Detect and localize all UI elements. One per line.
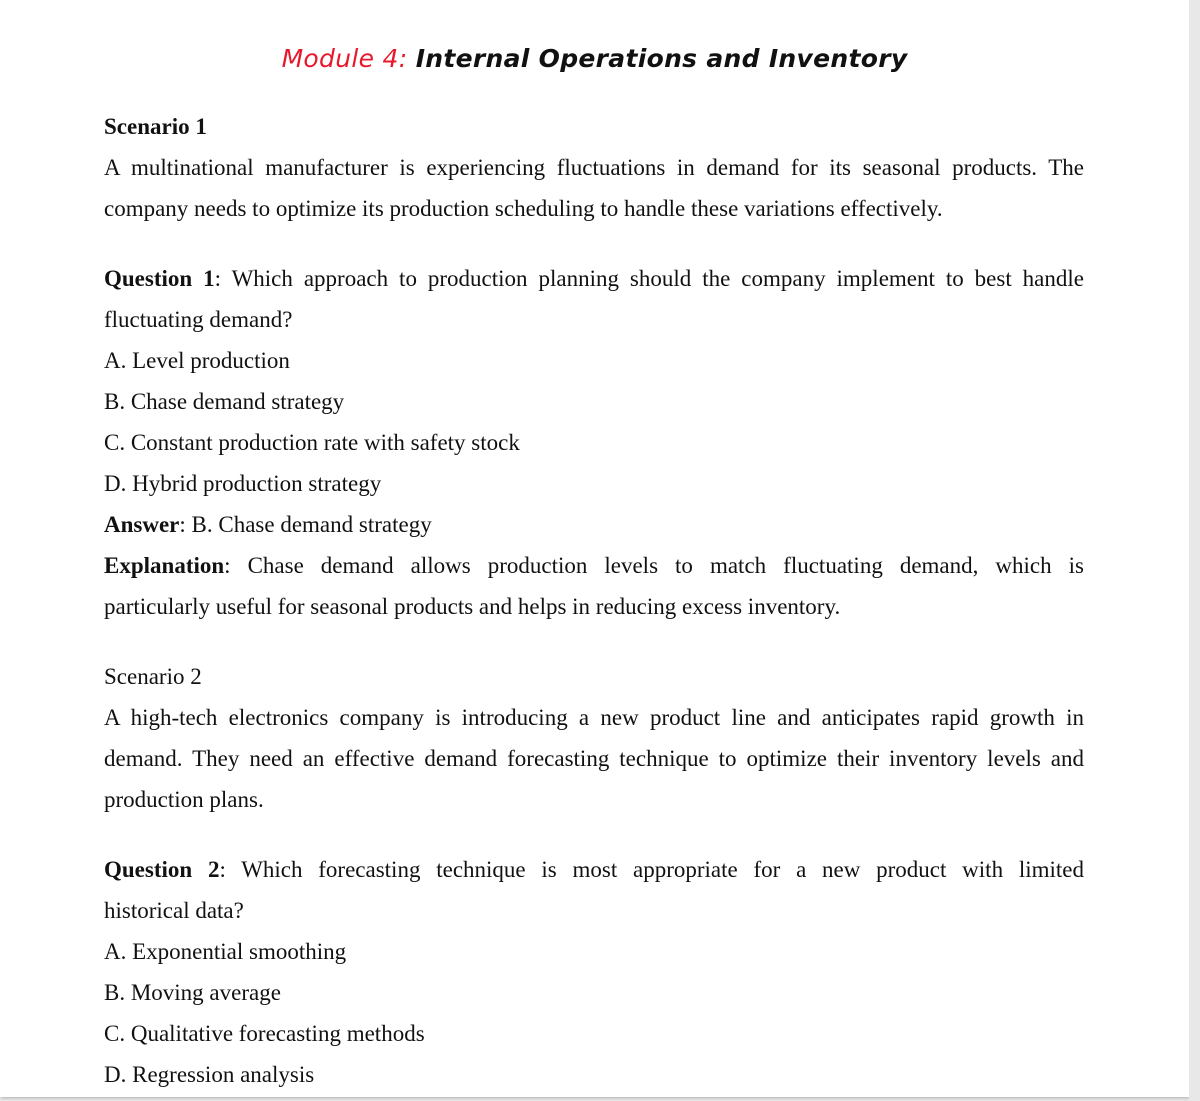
question-1-explanation-line-2: particularly useful for seasonal products and helps in reducing excess inventory. xyxy=(104,594,841,619)
question-1-option-d: D. Hybrid production strategy xyxy=(104,471,382,496)
question-1-label: Question 1 xyxy=(104,266,215,291)
module-title-text: Internal Operations and Inventory xyxy=(415,44,908,73)
question-1-option-a: A. Level production xyxy=(104,348,290,373)
question-2-line-1 xyxy=(104,849,1084,890)
scenario-2-text-line-1: A high-tech electronics company is introducing a new product line and anticipates rapid growth in xyxy=(104,705,1084,730)
question-2-text: : Which forecasting technique is most appropriate for a new product with limited xyxy=(219,857,1084,882)
spacer xyxy=(104,820,1084,849)
scenario-2-heading: Scenario 2 xyxy=(104,664,202,689)
module-title-prefix: Module 4: xyxy=(281,44,408,73)
question-1-line-1 xyxy=(104,258,1084,299)
answer-label: Answer xyxy=(104,512,180,537)
question-1-answer xyxy=(104,504,1084,545)
scenario-1-heading: Scenario 1 xyxy=(104,114,207,139)
question-1-option-b: B. Chase demand strategy xyxy=(104,389,345,414)
question-2-option-a: A. Exponential smoothing xyxy=(104,939,347,964)
question-1-explanation-line-1 xyxy=(104,545,1084,586)
question-2-label: Question 2 xyxy=(104,857,220,882)
spacer xyxy=(104,627,1084,656)
explanation-text: : Chase demand allows production levels to match fluctuating demand, which is xyxy=(224,553,1084,578)
module-title xyxy=(0,44,1189,73)
document-body xyxy=(104,106,1084,1095)
scenario-1-text-line-1: A multinational manufacturer is experiencing fluctuations in demand for its seasonal products. The xyxy=(104,155,1084,180)
question-1-option-c: C. Constant production rate with safety stock xyxy=(104,430,520,455)
answer-text: : B. Chase demand strategy xyxy=(179,512,432,537)
question-2-option-b: B. Moving average xyxy=(104,980,281,1005)
question-2-option-c: C. Qualitative forecasting methods xyxy=(104,1021,425,1046)
question-1-text: : Which approach to production planning should the company implement to best handle xyxy=(214,266,1084,291)
question-2-line-2: historical data? xyxy=(104,898,244,923)
scenario-1-text-line-2: company needs to optimize its production scheduling to handle these variations effectively. xyxy=(104,196,943,221)
question-1-line-2: fluctuating demand? xyxy=(104,307,293,332)
viewer-background xyxy=(1189,0,1200,1101)
spacer xyxy=(104,229,1084,258)
scenario-2-text-line-2: demand. They need an effective demand forecasting technique to optimize their inventory levels and xyxy=(104,746,1084,771)
question-2-option-d: D. Regression analysis xyxy=(104,1062,315,1087)
explanation-label: Explanation xyxy=(104,553,225,578)
scenario-2-text-line-3: production plans. xyxy=(104,787,264,812)
